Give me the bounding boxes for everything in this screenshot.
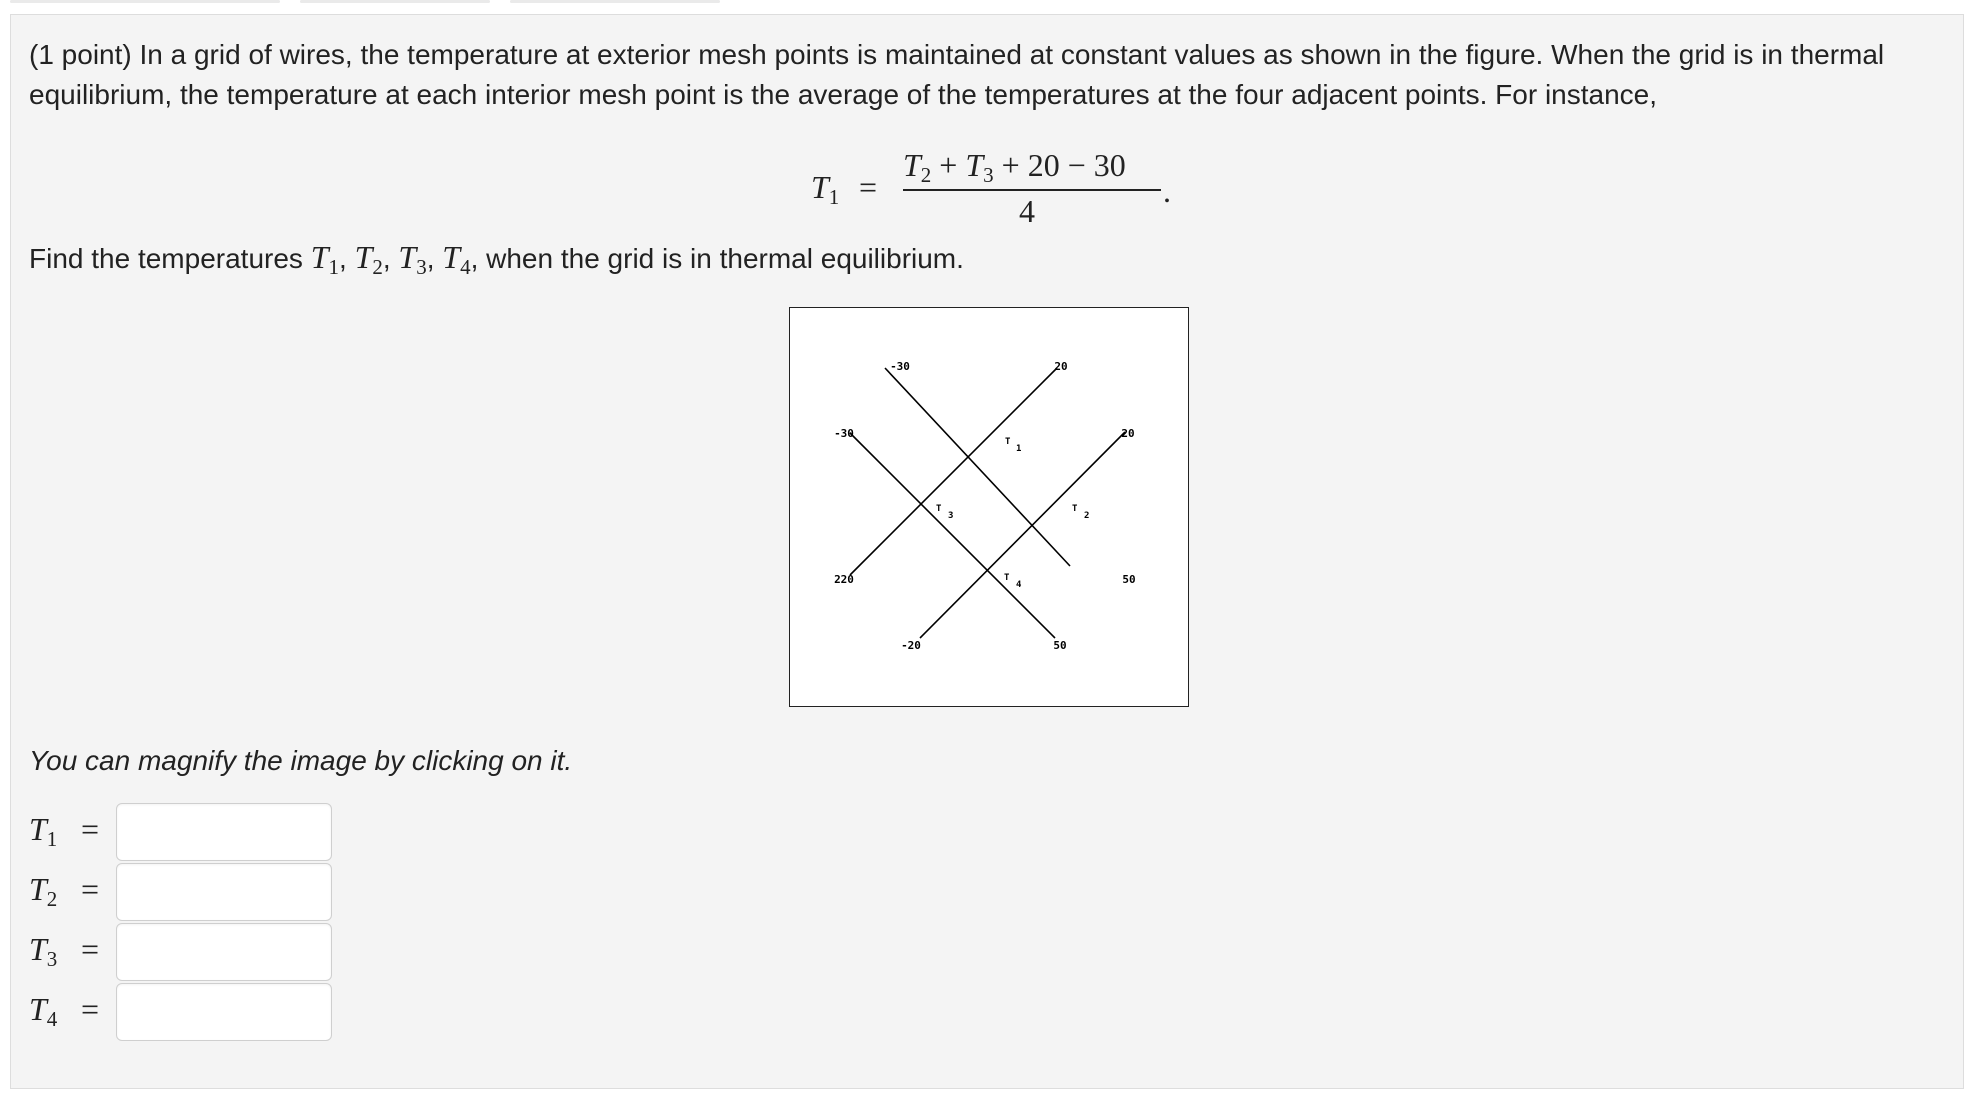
problem-intro: (1 point) In a grid of wires, the temperature at exterior mesh points is maintained at constant values as shown in the figure. When the grid is in thermal equilibrium, the temperature at each interior mesh point is the average of the temperatures at the four adjacent points. For instance, [29, 39, 1885, 110]
grid-figure[interactable] [789, 307, 1189, 707]
top-tab-strip [10, 0, 730, 4]
equation-equals: = [859, 169, 878, 205]
node-t2-sub: 2 [1084, 511, 1090, 521]
find-instruction: Find the temperatures $T_1$, $T_2$, $T_3$, $T_4$, when the grid is in thermal equilibrium. [29, 239, 964, 279]
node-t1-letter: T [1005, 437, 1011, 447]
label-lower-right: 50 [1122, 573, 1136, 586]
label-upper-right: 20 [1121, 427, 1135, 440]
wire-line [885, 368, 1070, 566]
answer-equals: = [81, 991, 100, 1027]
magnify-note: You can magnify the image by clicking on it. [29, 745, 573, 776]
example-equation [811, 127, 1211, 237]
answer-row-t1 [29, 803, 349, 861]
answer-input-t1[interactable] [116, 803, 332, 861]
wire-line [850, 368, 1057, 575]
answer-equals: = [81, 931, 100, 967]
answer-row-t3 [29, 923, 349, 981]
answer-label-t1: $T_1$ [29, 811, 58, 851]
node-t4-sub: 4 [1016, 580, 1022, 590]
answer-row-t2 [29, 863, 349, 921]
wire-line [920, 432, 1125, 638]
label-bottom-left: -20 [901, 639, 921, 652]
node-t3-letter: T [936, 504, 942, 514]
answer-row-t4 [29, 983, 349, 1041]
problem-panel [10, 14, 1964, 1089]
wire-line [850, 433, 1055, 638]
answer-equals: = [81, 811, 100, 847]
label-bottom-right: 50 [1053, 639, 1067, 652]
equation-lhs: $T_1$ [811, 169, 840, 209]
label-top-left: -30 [890, 360, 910, 373]
answer-label-t2: $T_2$ [29, 871, 58, 911]
tab-indicator [510, 0, 720, 3]
node-t2-letter: T [1072, 504, 1078, 514]
answer-equals: = [81, 871, 100, 907]
node-t3-sub: 3 [948, 511, 954, 521]
tab-indicator [300, 0, 490, 3]
fraction-bar [903, 189, 1161, 191]
answer-input-t2[interactable] [116, 863, 332, 921]
label-lower-left: 220 [834, 573, 854, 586]
wire-grid-diagram [790, 308, 1188, 706]
answer-input-t3[interactable] [116, 923, 332, 981]
answer-label-t3: $T_3$ [29, 931, 58, 971]
node-t4-letter: T [1004, 573, 1010, 583]
equation-numerator: $T_2 + T_3 + 20 - 30$ [903, 147, 1126, 187]
answer-input-t4[interactable] [116, 983, 332, 1041]
node-t1-sub: 1 [1016, 444, 1022, 454]
tab-indicator [10, 0, 280, 3]
label-upper-left: -30 [834, 427, 854, 440]
equation-period: . [1163, 173, 1171, 209]
answer-label-t4: $T_4$ [29, 991, 58, 1031]
equation-denominator: 4 [1019, 193, 1035, 229]
label-top-right: 20 [1054, 360, 1068, 373]
